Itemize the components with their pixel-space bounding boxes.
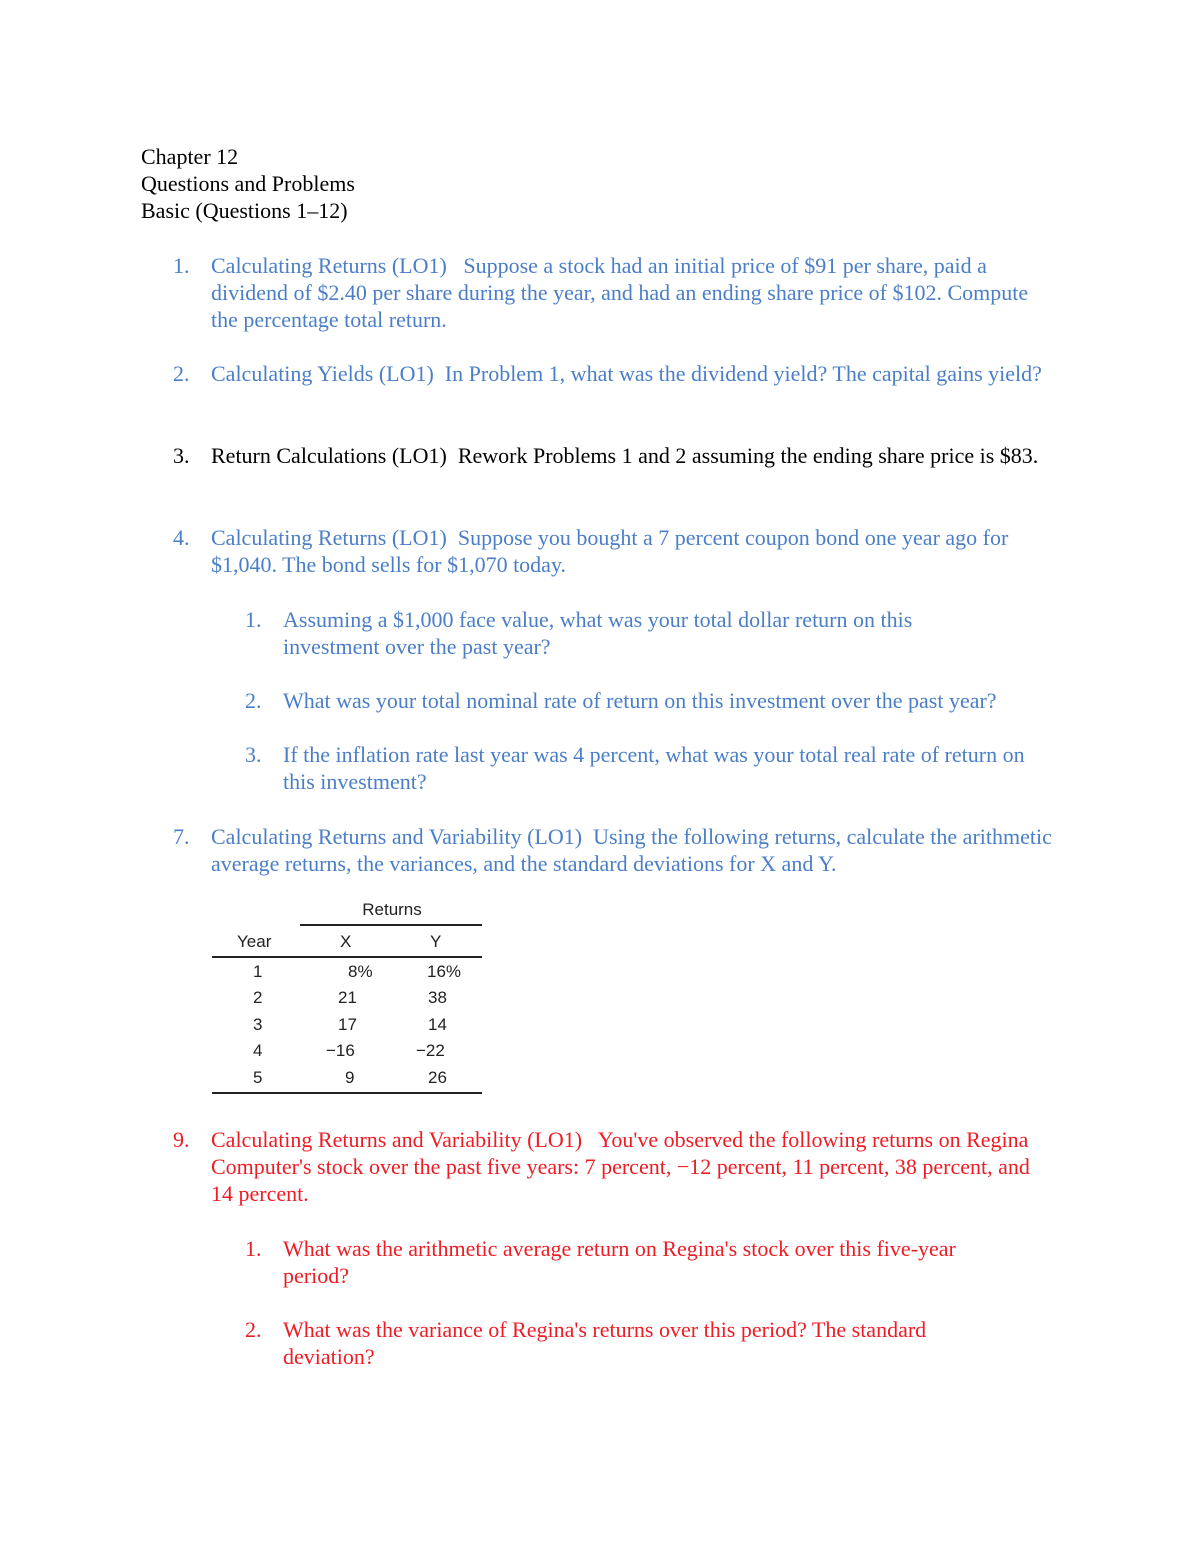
x-cell: 17 [338,1015,357,1034]
year-cell: 1 [253,962,263,981]
bottom-rule [212,1092,482,1094]
y-cell: 26 [428,1068,447,1087]
group-header-rule [300,924,482,926]
subitem-number: 1. [245,1236,262,1261]
year-cell: 5 [253,1068,263,1087]
year-cell: 4 [253,1041,263,1060]
problem-number: 4. [173,525,190,550]
problem-number: 1. [173,253,190,278]
x-cell: −16 [326,1041,355,1060]
header-rule [212,956,482,958]
subitem-text: Assuming a $1,000 face value, what was your total dollar return on this investment over the past year? [283,607,913,659]
year-cell: 3 [253,1015,263,1034]
subitem-number: 2. [245,688,262,713]
subitem-number: 1. [245,607,262,632]
problem-text: Calculating Yields (LO1) In Problem 1, what was the dividend yield? The capital gains yield? [211,361,1042,386]
chapter-title: Chapter 12 [141,144,239,169]
problem-text: Return Calculations (LO1) Rework Problems 1 and 2 assuming the ending share price is $83. [211,443,1039,468]
problem-number: 3. [173,443,190,468]
problem-text: Calculating Returns (LO1) Suppose you bought a 7 percent coupon bond one year ago for $1,040. The bond sells for $1,070 today. [211,525,1009,577]
subitem-number: 3. [245,742,262,767]
subitem-number: 2. [245,1317,262,1342]
problem-number: 9. [173,1127,190,1152]
problem-number: 2. [173,361,190,386]
problem-text: Calculating Returns and Variability (LO1) You've observed the following returns on Regina Computer's stock over the past five years: 7 percent, −12 percent, 11 percent, 38 percent, and 14 percent. [211,1127,1030,1206]
y-cell: 14 [428,1015,447,1034]
x-cell: 21 [338,988,357,1007]
column-header-year: Year [237,932,272,951]
problem-number: 7. [173,824,190,849]
problem-text: Calculating Returns (LO1) Suppose a stock had an initial price of $91 per share, paid a dividend of $2.40 per share during the year, and had an ending share price of $102. Compute the percentage total return. [211,253,1029,332]
subitem-text: What was the variance of Regina's returns over this period? The standard deviation? [283,1317,927,1369]
problem-text: Calculating Returns and Variability (LO1) Using the following returns, calculate the arithmetic average returns, the variances, and the standard deviations for X and Y. [211,824,1052,876]
y-cell: 38 [428,988,447,1007]
x-cell: 9 [345,1068,355,1087]
subitem-text: If the inflation rate last year was 4 percent, what was your total real rate of return on this investment? [283,742,1025,794]
subitem-text: What was your total nominal rate of return on this investment over the past year? [283,688,997,713]
y-cell: −22 [416,1041,445,1060]
year-cell: 2 [253,988,263,1007]
column-header-y: Y [430,932,442,951]
section-title: Questions and Problems [141,171,355,196]
x-cell: 8% [348,962,373,981]
y-cell: 16% [427,962,462,981]
subsection-title: Basic (Questions 1–12) [141,198,348,223]
column-header-x: X [340,932,352,951]
subitem-text: What was the arithmetic average return on Regina's stock over this five-year period? [283,1236,956,1288]
table-group-header: Returns [362,900,422,919]
